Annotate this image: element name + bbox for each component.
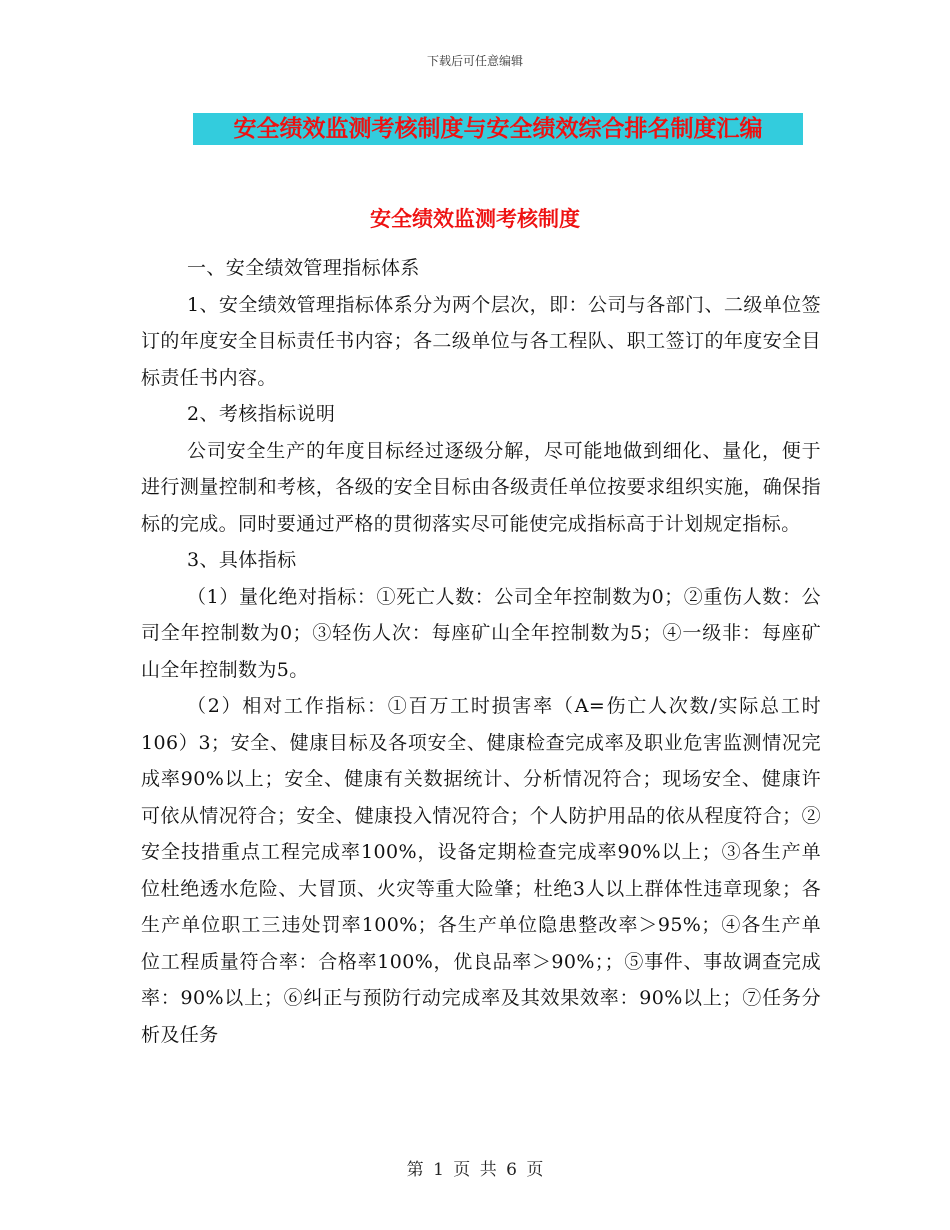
heading-specific-indicators: 3、具体指标 [187,549,297,571]
heading-indicator-system: 一、安全绩效管理指标体系 [187,257,420,279]
section-title: 安全绩效监测考核制度 [370,206,580,231]
paragraph-annual-target: 公司安全生产的年度目标经过逐级分解，尽可能地做到细化、量化，便于进行测量控制和考核，各级的安全目标由各级责任单位按要求组织实施，确保指标的完成。同时要通过严格的贯彻落实尽可能使完成指标高于计划规定指标。 [141,439,821,535]
paragraph-indicator-levels: 1、安全绩效管理指标体系分为两个层次，即：公司与各部门、二级单位签订的年度安全目标责任书内容；各二级单位与各工程队、职工签订的年度安全目标责任书内容。 [141,293,821,389]
document-title: 安全绩效监测考核制度与安全绩效综合排名制度汇编 [193,113,803,145]
paragraph-relative-indicators: （2）相对工作指标：①百万工时损害率（A=伤亡人次数/实际总工时106）3；安全、健康目标及各项安全、健康检查完成率及职业危害监测情况完成率90%以上；安全、健康有关数据统计、分析情况符合；现场安全、健康许可依从情况符合；安全、健康投入情况符合；个人防护用品的依从程度符合；②安全技措重点工程完成率100%，设备定期检查完成率90%以上；③各生产单位杜绝透水危险、大冒顶、火灾等重大险肇；杜绝3人以上群体性违章现象；各生产单位职工三违处罚率100%；各生产单位隐患整改率＞95%；④各生产单位工程质量符合率：合格率100%，优良品率＞90%；；⑤事件、事故调查完成率：90%以上；⑥纠正与预防行动完成率及其效果效率：90%以上；⑦任务分析及任务 [141,695,821,1046]
page-number: 第 1 页 共 6 页 [406,1160,544,1180]
heading-assessment-description: 2、考核指标说明 [187,403,336,425]
document-body [141,250,821,1053]
page-header-note: 下载后可任意编辑 [426,54,523,68]
paragraph-absolute-indicators: （1）量化绝对指标：①死亡人数：公司全年控制数为0；②重伤人数：公司全年控制数为0；③轻伤人次：每座矿山全年控制数为5；④一级非：每座矿山全年控制数为5。 [141,585,821,681]
